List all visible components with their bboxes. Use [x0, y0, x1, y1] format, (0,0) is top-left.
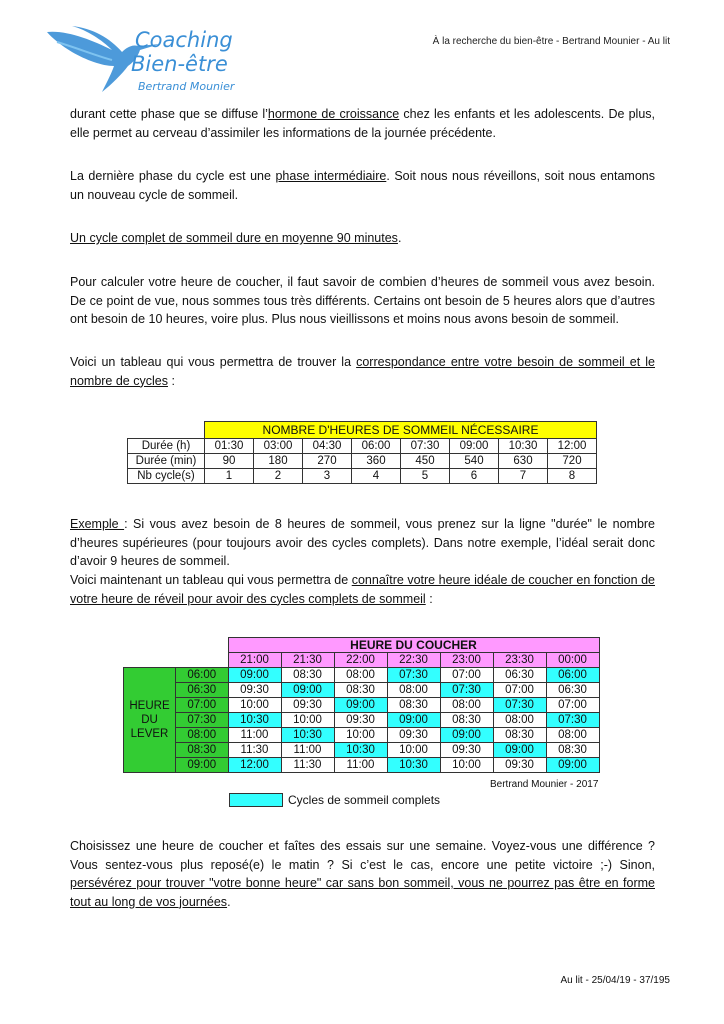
text: Voici maintenant un tableau qui vous permettra de: [70, 573, 352, 587]
table-cell: 09:00: [228, 668, 281, 683]
table-cell: 11:00: [281, 743, 334, 758]
table-cell: 90: [205, 454, 254, 469]
table-cell: 10:00: [387, 743, 440, 758]
table-cell: 6: [450, 469, 499, 484]
table-cell: 10:30: [387, 758, 440, 773]
table-cell: 09:30: [387, 728, 440, 743]
table-cell: 03:00: [254, 439, 303, 454]
paragraph-intermediate-phase: [70, 167, 655, 204]
paragraph-table2-intro: [70, 571, 655, 608]
table-cell: 06:00: [352, 439, 401, 454]
table-cell: 07:30: [440, 683, 493, 698]
underlined-text: Exemple: [70, 517, 125, 531]
column-header: 00:00: [546, 653, 599, 668]
table-cell: 08:00: [387, 683, 440, 698]
text: : Si vous avez besoin de 8 heures de sommeil, vous prenez sur la ligne "durée" le nombre d’heures supérieures (pour toujours avoir des cycles complets). Dans notre exemple, l’idéal serait donc d’avoir 9 heures de sommeil.: [70, 517, 656, 568]
table1-title: NOMBRE D'HEURES DE SOMMEIL NÉCESSAIRE: [205, 422, 597, 439]
text: . Soit nous nous réveillons, soit nous entamons un nouveau cycle de sommeil.: [70, 169, 655, 202]
table-cell: 720: [548, 454, 597, 469]
table-cell: 5: [401, 469, 450, 484]
table-cell: 07:00: [440, 668, 493, 683]
table-row: [128, 469, 597, 484]
table-cell: 10:30: [334, 743, 387, 758]
wake-time: 06:30: [176, 683, 229, 698]
empty-cell: [124, 638, 176, 653]
table-cell: 180: [254, 454, 303, 469]
text: Choisissez une heure de coucher et faîtes des essais sur une semaine. Voyez-vous une différence ? Vous sentez-vous plus reposé(e) le matin ? Si c’est le cas, encore une petite victoire ;-) Sinon,: [70, 839, 655, 872]
table-cell: 10:30: [499, 439, 548, 454]
text: .: [227, 894, 231, 909]
table-cell: 09:30: [493, 758, 546, 773]
table-cell: 04:30: [303, 439, 352, 454]
text: .: [397, 231, 402, 245]
row-label: Nb cycle(s): [128, 469, 205, 484]
table-row: [124, 683, 600, 698]
table-cell: 06:30: [493, 668, 546, 683]
table-cell: 12:00: [548, 439, 597, 454]
table-cell: 09:00: [450, 439, 499, 454]
table-row: [124, 743, 600, 758]
table-cell: 08:00: [546, 728, 599, 743]
table-cell: 07:30: [387, 668, 440, 683]
table-cell: 09:00: [387, 713, 440, 728]
table-cell: 10:30: [281, 728, 334, 743]
column-header: 21:00: [228, 653, 281, 668]
table-cell: 10:00: [334, 728, 387, 743]
table-cell: 270: [303, 454, 352, 469]
paragraph-cycle-duration: [70, 229, 655, 248]
table-row: [124, 758, 600, 773]
table-cell: 07:00: [546, 698, 599, 713]
table-cell: 11:30: [228, 743, 281, 758]
table-cell: 11:00: [228, 728, 281, 743]
row-label: Durée (min): [128, 454, 205, 469]
column-header: 22:30: [387, 653, 440, 668]
paragraph-example: [70, 515, 655, 571]
text: :: [425, 591, 433, 606]
column-header: 22:00: [334, 653, 387, 668]
wake-time: 07:00: [176, 698, 229, 713]
table-cell: 08:30: [387, 698, 440, 713]
sleep-duration-table: [127, 421, 597, 484]
empty-cell: [128, 422, 205, 439]
side-label-wake: [124, 668, 176, 773]
table-cell: 08:00: [493, 713, 546, 728]
logo-text-coaching: Coaching: [135, 28, 233, 52]
text: :: [167, 373, 175, 388]
paragraph-conclusion: [70, 837, 655, 911]
table-cell: 7: [499, 469, 548, 484]
table-cell: 450: [401, 454, 450, 469]
empty-cell: [176, 653, 229, 668]
side-label-line: LEVER: [130, 728, 169, 740]
table-cell: 06:00: [546, 668, 599, 683]
wake-time: 08:30: [176, 743, 229, 758]
table-row: [124, 698, 600, 713]
table-row: [124, 668, 600, 683]
text: chez les enfants et les adolescents. De plus, elle permet au cerveau d’assimiler les informations de la journée précédente.: [70, 107, 656, 140]
table-row: [128, 454, 597, 469]
table-cell: 08:30: [440, 713, 493, 728]
table-cell: 4: [352, 469, 401, 484]
text: Voici un tableau qui vous permettra de trouver la: [70, 355, 357, 369]
side-label-line: HEURE: [129, 700, 170, 712]
paragraph-growth-hormone: [70, 105, 655, 142]
table-cell: 630: [499, 454, 548, 469]
bedtime-table: [123, 637, 600, 773]
table-cell: 10:00: [281, 713, 334, 728]
paragraph-table1-intro: [70, 353, 655, 390]
table-credit: Bertrand Mounier - 2017: [490, 779, 599, 790]
text: La dernière phase du cycle est une: [70, 169, 276, 183]
table-cell: 540: [450, 454, 499, 469]
table-cell: 1: [205, 469, 254, 484]
table-cell: 09:30: [440, 743, 493, 758]
page-header-title: À la recherche du bien-être - Bertrand Mounier - Au lit: [432, 36, 670, 47]
table-cell: 8: [548, 469, 597, 484]
underlined-text: hormone de croissance: [267, 107, 400, 121]
logo-text-author: Bertrand Mounier: [138, 80, 235, 93]
table-cell: 08:30: [334, 683, 387, 698]
underlined-text: persévérez pour trouver "votre bonne heure" car sans bon sommeil, vous ne pourrez pas être en forme tout au long de vos journées: [70, 876, 655, 909]
table-cell: 10:00: [228, 698, 281, 713]
table-row: [124, 728, 600, 743]
empty-cell: [176, 638, 229, 653]
underlined-text: connaître votre heure idéale de coucher en fonction de votre heure de réveil pour avoir des cycles complets de sommeil: [70, 573, 655, 606]
table-cell: 08:00: [440, 698, 493, 713]
table-cell: 09:30: [228, 683, 281, 698]
wake-time: 08:00: [176, 728, 229, 743]
table-cell: 09:00: [334, 698, 387, 713]
column-header: 23:30: [493, 653, 546, 668]
legend-swatch: [229, 793, 283, 807]
table-cell: 09:00: [493, 743, 546, 758]
table-cell: 08:30: [546, 743, 599, 758]
wake-time: 07:30: [176, 713, 229, 728]
table-cell: 08:00: [334, 668, 387, 683]
table-cell: 09:00: [281, 683, 334, 698]
table-cell: 2: [254, 469, 303, 484]
table-cell: 10:00: [440, 758, 493, 773]
table-cell: 08:30: [493, 728, 546, 743]
table-cell: 11:00: [334, 758, 387, 773]
empty-cell: [124, 653, 176, 668]
table-cell: 12:00: [228, 758, 281, 773]
side-label-line: DU: [141, 714, 158, 726]
wake-time: 06:00: [176, 668, 229, 683]
table-cell: 09:00: [546, 758, 599, 773]
table2-title: HEURE DU COUCHER: [228, 638, 599, 653]
text: durant cette phase que se diffuse l’: [70, 107, 268, 121]
underlined-text: correspondance entre votre besoin de sommeil et le nombre de cycles: [70, 355, 655, 388]
table-cell: 08:30: [281, 668, 334, 683]
table-cell: 06:30: [546, 683, 599, 698]
table-cell: 01:30: [205, 439, 254, 454]
column-header: 23:00: [440, 653, 493, 668]
table-cell: 3: [303, 469, 352, 484]
page-footer: Au lit - 25/04/19 - 37/195: [560, 975, 670, 986]
table-cell: 11:30: [281, 758, 334, 773]
table-cell: 07:30: [546, 713, 599, 728]
table-header-row: [124, 653, 600, 668]
underlined-text: phase intermédiaire: [275, 169, 387, 183]
table-row: [128, 439, 597, 454]
table-cell: 07:00: [493, 683, 546, 698]
table-row: [124, 713, 600, 728]
table-cell: 07:30: [493, 698, 546, 713]
logo-text-bien-etre: Bien-être: [131, 52, 228, 76]
column-header: 21:30: [281, 653, 334, 668]
wake-time: 09:00: [176, 758, 229, 773]
row-label: Durée (h): [128, 439, 205, 454]
table-cell: 09:00: [440, 728, 493, 743]
table-cell: 09:30: [334, 713, 387, 728]
table-cell: 360: [352, 454, 401, 469]
table-cell: 07:30: [401, 439, 450, 454]
underlined-text: Un cycle complet de sommeil dure en moyenne 90 minutes: [70, 231, 398, 245]
paragraph-calculate-bedtime: Pour calculer votre heure de coucher, il faut savoir de combien d’heures de sommeil vous avez besoin. De ce point de vue, nous sommes tous très différents. Certains ont besoin de 5 heures alors que d’autres ont besoin de 10 heures, voire plus. Plus nous vieillissons et moins nous avons besoin de sommeil.: [70, 275, 655, 326]
table-cell: 10:30: [228, 713, 281, 728]
legend-label: Cycles de sommeil complets: [288, 793, 441, 807]
table-cell: 09:30: [281, 698, 334, 713]
